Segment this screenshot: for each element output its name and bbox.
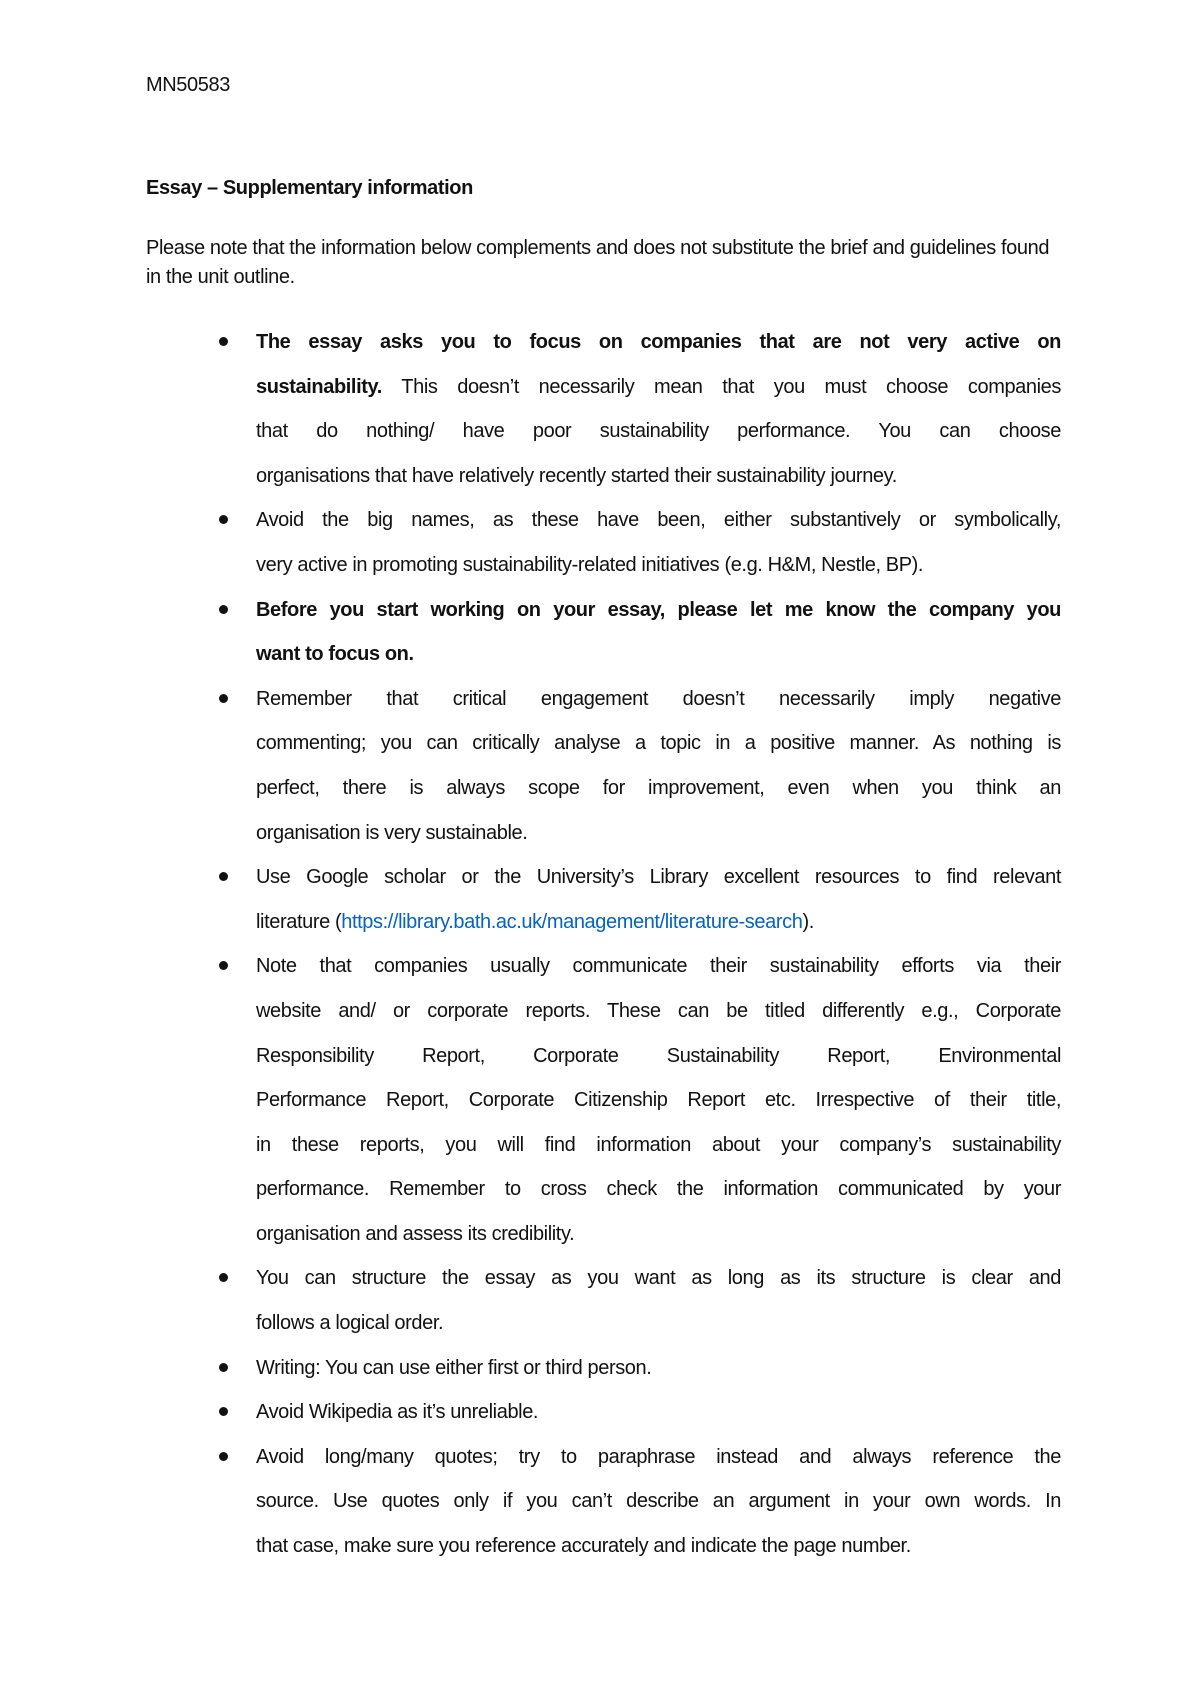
bullet-line — [256, 365, 1061, 410]
bullet-text: literature ( — [256, 910, 342, 933]
course-code: MN50583 — [146, 74, 230, 96]
bullet-line — [256, 1479, 1061, 1524]
bullet-line — [256, 1524, 1061, 1569]
bullet-text: organisation is very sustainable. — [256, 821, 528, 844]
bullet-icon — [219, 1363, 228, 1372]
bullet-text: Avoid Wikipedia as it’s unreliable. — [256, 1401, 539, 1424]
bullet-line — [256, 1078, 1061, 1123]
bullet-item — [146, 1256, 1061, 1345]
bullet-text: perfect, there is always scope for improvement, even when you think an — [256, 776, 1061, 799]
bullet-text: The essay asks you to focus on companies that are not very active on — [256, 331, 1061, 353]
bullet-list — [146, 320, 1061, 1569]
bullet-text: organisation and assess its credibility. — [256, 1222, 575, 1245]
bullet-text: want to focus on. — [256, 643, 414, 666]
bullet-text: ). — [802, 910, 814, 933]
bullet-text: Responsibility Report, Corporate Sustainability Report, Environmental — [256, 1044, 1061, 1067]
bullet-line — [256, 320, 1061, 365]
bullet-text: sustainability. — [256, 375, 382, 398]
bullet-text: that case, make sure you reference accurately and indicate the page number. — [256, 1535, 911, 1558]
bullet-icon — [219, 872, 228, 881]
document-heading: Essay – Supplementary information — [146, 177, 473, 199]
bullet-icon — [219, 605, 228, 614]
bullet-line — [256, 1301, 1061, 1346]
bullet-line — [256, 1390, 1061, 1435]
bullet-line — [256, 811, 1061, 856]
bullet-line — [256, 944, 1061, 989]
bullet-line — [256, 1256, 1061, 1301]
bullet-text: organisations that have relatively recently started their sustainability journey. — [256, 464, 897, 487]
bullet-text: Before you start working on your essay, please let me know the company you — [256, 598, 1061, 621]
bullet-text: that do nothing/ have poor sustainability performance. You can choose — [256, 420, 1061, 443]
bullet-icon — [219, 337, 228, 346]
bullet-text: very active in promoting sustainability-related initiatives (e.g. H&M, Nestle, BP). — [256, 553, 924, 576]
bullet-line — [256, 677, 1061, 722]
library-link[interactable]: https://library.bath.ac.uk/management/literature-search — [341, 910, 803, 933]
bullet-item — [146, 677, 1061, 855]
intro-paragraph: Please note that the information below complements and does not substitute the brief and guidelines found in the unit outline. — [146, 237, 1050, 288]
bullet-item — [146, 1390, 1061, 1435]
bullet-text: Use Google scholar or the University’s Library excellent resources to find relevant — [256, 866, 1061, 889]
bullet-text: Avoid long/many quotes; try to paraphrase instead and always reference the — [256, 1445, 1061, 1468]
bullet-icon — [219, 694, 228, 703]
bullet-line — [256, 721, 1061, 766]
bullet-text: Writing: You can use either first or third person. — [256, 1356, 652, 1379]
bullet-text: commenting; you can critically analyse a topic in a positive manner. As nothing is — [256, 732, 1061, 755]
bullet-icon — [219, 515, 228, 524]
bullet-line — [256, 409, 1061, 454]
bullet-text: performance. Remember to cross check the information communicated by your — [256, 1178, 1061, 1201]
bullet-item — [146, 320, 1061, 498]
bullet-line — [256, 543, 1061, 588]
bullet-line — [256, 588, 1061, 633]
bullet-icon — [219, 1452, 228, 1461]
bullet-text: source. Use quotes only if you can’t describe an argument in your own words. In — [256, 1490, 1061, 1513]
bullet-line — [256, 766, 1061, 811]
bullet-text: This doesn’t necessarily mean that you must choose companies — [381, 375, 1061, 398]
bullet-line — [256, 454, 1061, 499]
bullet-item — [146, 1346, 1061, 1391]
bullet-item — [146, 588, 1061, 677]
bullet-icon — [219, 961, 228, 970]
bullet-line — [256, 1167, 1061, 1212]
bullet-item — [146, 855, 1061, 944]
bullet-line — [256, 1346, 1061, 1391]
bullet-item — [146, 944, 1061, 1256]
bullet-line — [256, 632, 1061, 677]
bullet-item — [146, 498, 1061, 587]
bullet-line — [256, 989, 1061, 1034]
bullet-text: Avoid the big names, as these have been, either substantively or symbolically, — [256, 509, 1061, 532]
bullet-text: Note that companies usually communicate their sustainability efforts via their — [256, 955, 1061, 978]
bullet-line — [256, 1123, 1061, 1168]
bullet-line — [256, 1034, 1061, 1079]
bullet-line — [256, 1435, 1061, 1480]
bullet-line — [256, 1212, 1061, 1257]
bullet-text: You can structure the essay as you want as long as its structure is clear and — [256, 1267, 1061, 1290]
bullet-text: follows a logical order. — [256, 1312, 444, 1335]
bullet-item — [146, 1435, 1061, 1569]
bullet-icon — [219, 1407, 228, 1416]
bullet-text: website and/ or corporate reports. These can be titled differently e.g., Corporate — [256, 999, 1061, 1022]
bullet-line — [256, 498, 1061, 543]
bullet-text: in these reports, you will find information about your company’s sustainability — [256, 1133, 1061, 1156]
bullet-line — [256, 900, 1061, 945]
bullet-text: Performance Report, Corporate Citizenship Report etc. Irrespective of their title, — [256, 1089, 1061, 1112]
bullet-text: Remember that critical engagement doesn’t necessarily imply negative — [256, 687, 1061, 710]
bullet-line — [256, 855, 1061, 900]
bullet-icon — [219, 1273, 228, 1282]
